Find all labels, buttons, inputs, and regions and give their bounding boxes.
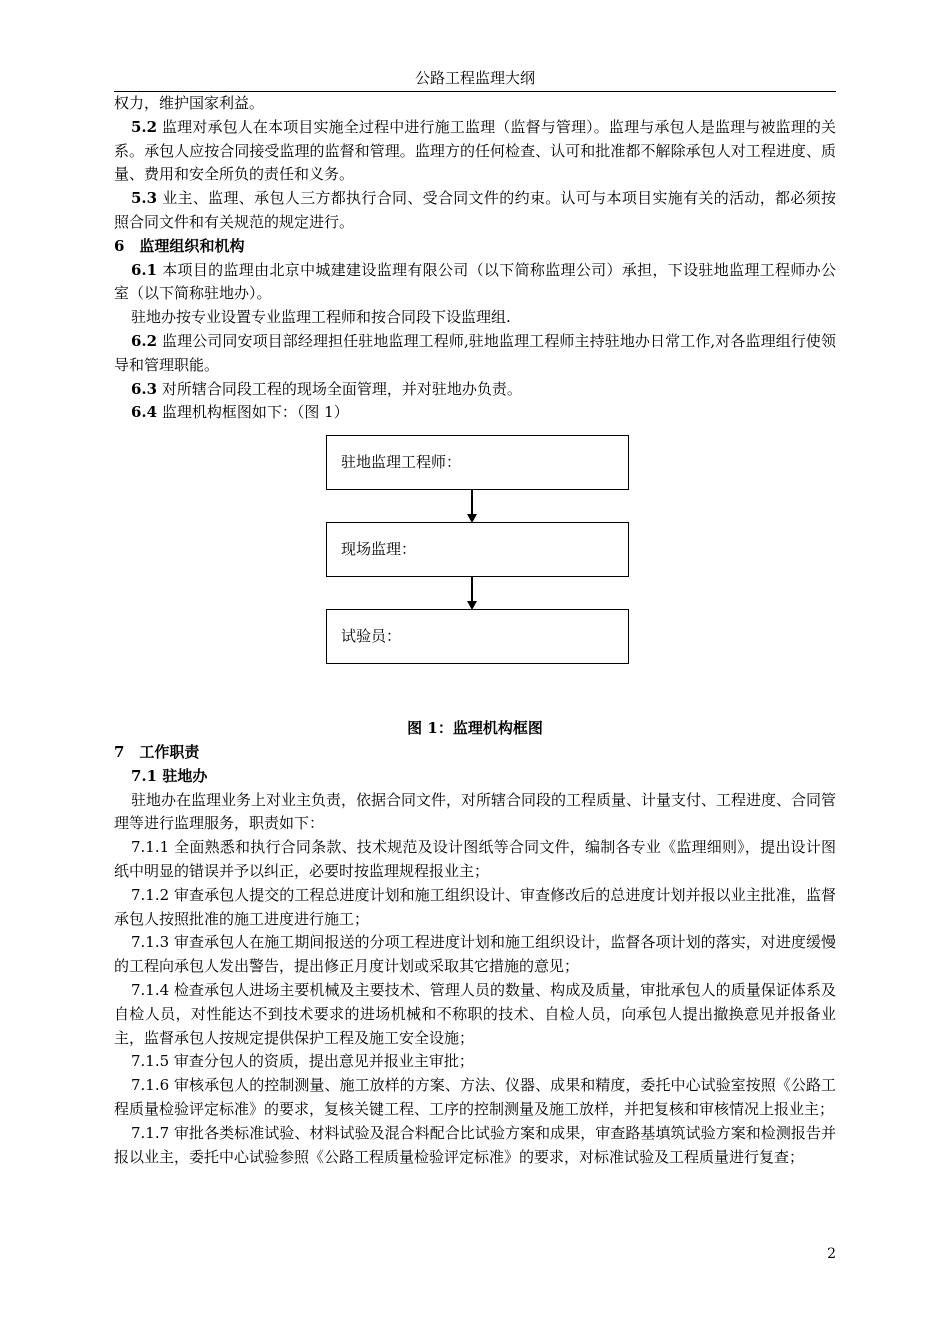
section-heading-6: 6 监理组织和机构 — [114, 236, 245, 255]
clause-number: 5.3 — [131, 189, 158, 208]
paragraph-6-4 — [114, 401, 836, 425]
paragraph-5-2 — [114, 116, 836, 187]
clause-text: 对所辖合同段工程的现场全面管理，并对驻地办负责。 — [157, 379, 522, 398]
paragraph-7-1-2: 7.1.2 审查承包人提交的工程总进度计划和施工组织设计、审查修改后的总进度计划并报以业主批准，监督承包人按照批准的施工进度进行施工； — [114, 885, 836, 928]
org-box-resident-engineer: 驻地监理工程师： — [326, 435, 629, 490]
document-body — [114, 92, 836, 1169]
paragraph-7-1-3: 7.1.3 审查承包人在施工期间报送的分项工程进度计划和施工组织设计，监督各项计划的落实，对进度缓慢的工程向承包人发出警告，提出修正月度计划或采取其它措施的意见； — [114, 933, 836, 976]
paragraph: 权力，维护国家利益。 — [114, 94, 265, 112]
paragraph-7-1-4: 7.1.4 检查承包人进场主要机械及主要技术、管理人员的数量、构成及质量，审批承包人的质量保证体系及自检人员，对性能达不到技术要求的进场机械和不称职的技术、自检人员，向承包人提出撤换意见并报备业主，监督承包人按规定提供保护工程及施工安全设施； — [114, 980, 836, 1047]
clause-text: 监理对承包人在本项目实施全过程中进行施工监理（监督与管理）。监理与承包人是监理与被监理的关系。承包人应按合同接受监理的监督和管理。监理方的任何检查、认可和批准都不解除承包人对工程进度、质量、费用和安全所负的责任和义务。 — [114, 117, 836, 184]
page-number: 2 — [827, 1246, 836, 1262]
clause-text: 监理机构框图如下：（图 1） — [157, 403, 349, 422]
clause-number: 5.2 — [131, 117, 158, 136]
paragraph-6-3 — [114, 378, 836, 402]
clause-number: 6.3 — [131, 379, 158, 398]
clause-number: 6.2 — [131, 331, 158, 350]
paragraph-7-1-5: 7.1.5 审查分包人的资质，提出意见并报业主审批； — [131, 1052, 474, 1071]
org-box-lab-technician: 试验员： — [326, 609, 629, 664]
clause-text: 业主、监理、承包人三方都执行合同、受合同文件的约束。认可与本项目实施有关的活动，都必须按照合同文件和有关规范的规定进行。 — [114, 189, 836, 231]
clause-number: 6.4 — [131, 403, 158, 422]
section-heading-7: 7 工作职责 — [114, 742, 200, 761]
clause-number: 6.1 — [131, 260, 158, 279]
subsection-heading-7-1: 7.1 驻地办 — [131, 766, 208, 785]
paragraph-6-2 — [114, 330, 836, 378]
org-box-field-supervisor: 现场监理： — [326, 522, 629, 577]
arrow-down-icon — [471, 490, 473, 523]
paragraph: 驻地办在监理业务上对业主负责，依据合同文件，对所辖合同段的工程质量、计量支付、工程进度、合同管理等进行监理服务，职责如下： — [114, 790, 837, 833]
paragraph-7-1-7: 7.1.7 审批各类标准试验、材料试验及混合料配合比试验方案和成果，审查路基填筑试验方案和检测报告并报以业主，委托中心试验参照《公路工程质量检验评定标准》的要求，对标准试验及工程质量进行复查； — [114, 1123, 836, 1166]
arrow-down-icon — [471, 577, 473, 610]
paragraph-7-1-6: 7.1.6 审核承包人的控制测量、施工放样的方案、方法、仪器、成果和精度，委托中心试验室按照《公路工程质量检验评定标准》的要求，复核关键工程、工序的控制测量及施工放样，并把复核和审核情况上报业主； — [114, 1076, 836, 1118]
page-header-title: 公路工程监理大纲 — [414, 69, 535, 87]
figure-caption: 图 1：监理机构框图 — [407, 719, 543, 738]
paragraph-7-1-1: 7.1.1 全面熟悉和执行合同条款、技术规范及设计图纸等合同文件，编制各专业《监理细则》，提出设计图纸中明显的错误并予以纠正，必要时按监理规程报业主； — [114, 838, 836, 880]
clause-text: 监理公司同安项目部经理担任驻地监理工程师,驻地监理工程师主持驻地办日常工作,对各监理组行使领导和管理职能。 — [114, 331, 836, 374]
paragraph-5-3 — [114, 187, 836, 235]
org-chart — [114, 425, 836, 715]
paragraph: 驻地办按专业设置专业监理工程师和按合同段下设监理组. — [131, 308, 511, 327]
clause-text: 本项目的监理由北京中城建建设监理有限公司（以下简称监理公司）承担，下设驻地监理工程师办公室（以下简称驻地办）。 — [114, 260, 836, 303]
paragraph-6-1 — [114, 259, 836, 307]
